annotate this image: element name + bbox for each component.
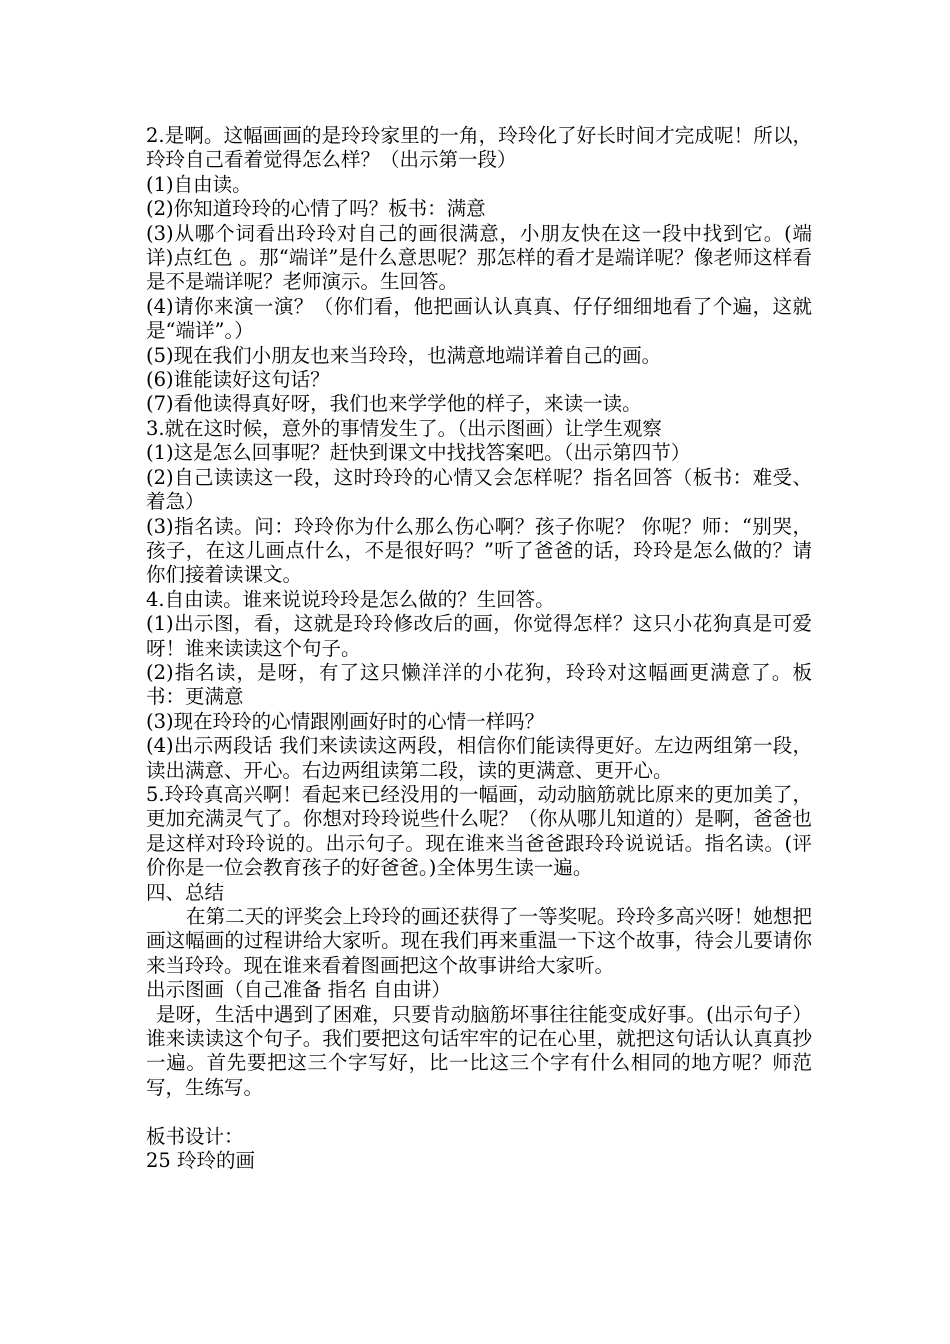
board-title: 25 玲玲的画 (146, 1149, 256, 1173)
board-design-label: 板书设计： (146, 1124, 244, 1148)
paragraph-4-3: (3)现在玲玲的心情跟刚画好时的心情一样吗？ (146, 709, 545, 733)
paragraph-4-1: (1)出示图，看，这就是玲玲修改后的画，你觉得怎样？这只小花狗真是可爱呀！谁来读读这个句子。 (146, 612, 812, 660)
paragraph-4: 4.自由读。谁来说说玲玲是怎么做的？生回答。 (146, 587, 555, 611)
paragraph-4-2: (2)指名读，是呀，有了这只懒洋洋的小花狗，玲玲对这幅画更满意了。板书：更满意 (146, 660, 812, 709)
paragraph-3-2: (2)自己读读这一段，这时玲玲的心情又会怎样呢？指名回答（板书：难受、着急） (146, 465, 812, 514)
section-heading-summary: 四、总结 (146, 880, 225, 904)
paragraph-2-2: (2)你知道玲玲的心情了吗？板书：满意 (146, 197, 486, 221)
paragraph-3-3: (3)指名读。问：玲玲你为什么那么伤心啊？孩子你呢？ 你呢？师：“别哭，孩子，在这儿画点什么，不是很好吗？”听了爸爸的话，玲玲是怎么做的？请你们接着读课文。 (146, 514, 812, 587)
paragraph-2-3: (3)从哪个词看出玲玲对自己的画很满意，小朋友快在这一段中找到它。(端详)点红色 。那“端详”是什么意思呢？那怎样的看才是端详呢？像老师这样看是不是端详呢？老师演示。生回答。 (146, 221, 812, 294)
paragraph-2: 2.是啊。这幅画画的是玲玲家里的一角，玲玲化了好长时间才完成呢！所以，玲玲自己看着觉得怎么样？（出示第一段） (146, 124, 812, 172)
summary-line: 出示图画（自己准备 指名 自由讲） (146, 978, 451, 1002)
paragraph-2-5: (5)现在我们小朋友也来当玲玲，也满意地端详着自己的画。 (146, 343, 662, 367)
paragraph-2-4: (4)请你来演一演？（你们看，他把画认认真真、仔仔细细地看了个遍，这就是“端详”。） (146, 294, 812, 343)
blank-line (146, 1100, 812, 1124)
paragraph-4-4: (4)出示两段话 我们来读读这两段，相信你们能读得更好。左边两组第一段，读出满意、开心。右边两组读第二段，读的更满意、更开心。 (146, 734, 812, 782)
closing-paragraph: 是呀，生活中遇到了困难，只要肯动脑筋坏事往往能变成好事。(出示句子）谁来读读这个句子。我们要把这句话牢牢的记在心里，就把这句话认认真真抄一遍。首先要把这三个字写好，比一比这三个字有什么相同的地方呢？师范写，生练写。 (146, 1002, 812, 1099)
document-body (146, 124, 812, 1173)
paragraph-2-7: (7)看他读得真好呀，我们也来学学他的样子，来读一读。 (146, 392, 642, 416)
paragraph-2-1: (1)自由读。 (146, 172, 252, 196)
paragraph-3-1: (1)这是怎么回事呢？赶快到课文中找找答案吧。（出示第四节） (146, 441, 691, 465)
paragraph-5: 5.玲玲真高兴啊！看起来已经没用的一幅画，动动脑筋就比原来的更加美了，更加充满灵气了。你想对玲玲说些什么呢？（你从哪儿知道的）是啊，爸爸也是这样对玲玲说的。出示句子。现在谁来当爸爸跟玲玲说说话。指名读。(评价你是一位会教育孩子的好爸爸。)全体男生读一遍。 (146, 782, 812, 880)
paragraph-3: 3.就在这时候，意外的事情发生了。（出示图画）让学生观察 (146, 416, 662, 440)
summary-paragraph: 在第二天的评奖会上玲玲的画还获得了一等奖呢。玲玲多高兴呀！她想把画这幅画的过程讲给大家听。现在我们再来重温一下这个故事，待会儿要请你来当玲玲。现在谁来看着图画把这个故事讲给大家听。 (146, 905, 812, 977)
paragraph-2-6: (6)谁能读好这句话？ (146, 368, 330, 392)
